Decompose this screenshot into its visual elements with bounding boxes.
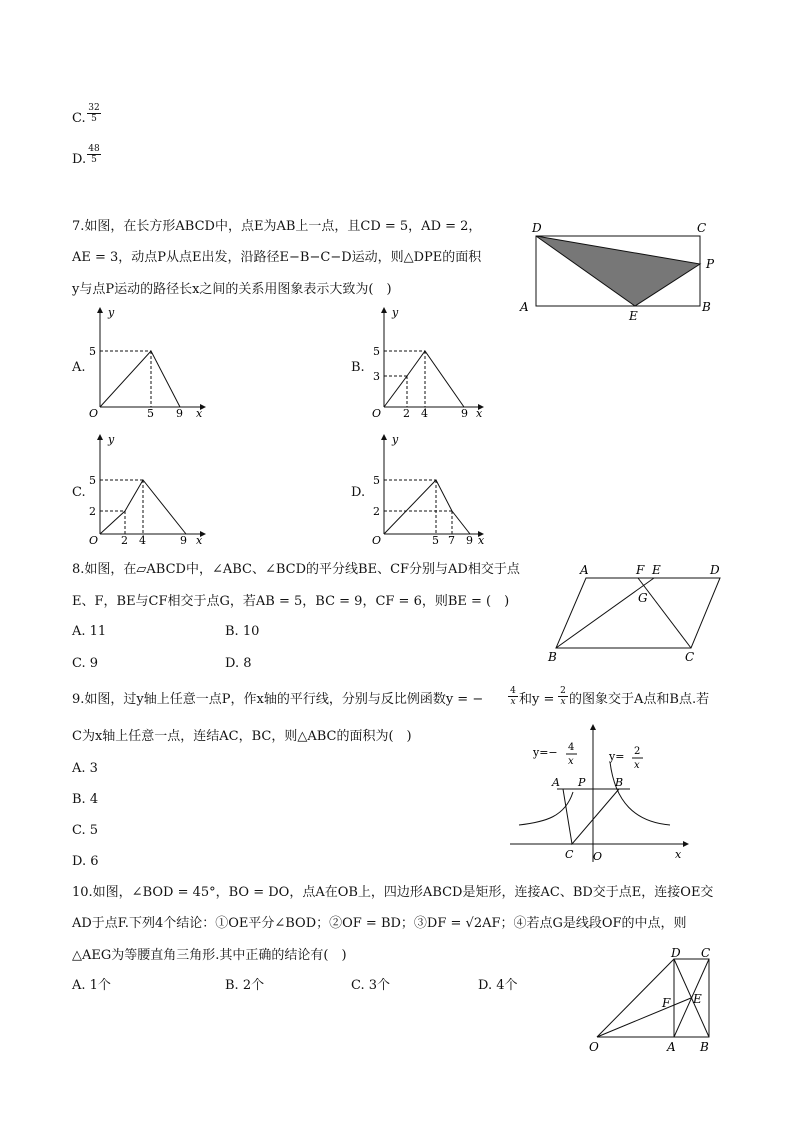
q7b-x-tick-4: 4 xyxy=(421,407,428,420)
q7-option-b-graph xyxy=(366,305,496,425)
q8-parallelogram-figure xyxy=(540,560,740,670)
q7b-y-tick-5: 5 xyxy=(373,345,380,358)
q8-fig-label-g: G xyxy=(638,591,648,605)
q10-fig-label-d: D xyxy=(671,946,681,960)
q9-fig-label-x: x xyxy=(675,848,682,861)
q7b-x-axis-label: x xyxy=(476,407,483,420)
q9-fig-right-fn: y= xyxy=(609,750,625,763)
q10-option-a: A. 1个 xyxy=(72,978,111,993)
q8-fig-label-f: F xyxy=(636,563,645,577)
q9-fig-right-num: 2 xyxy=(634,746,641,757)
q8-stem-line2: E、F，BE与CF相交于点G，若AB = 5，BC = 9，CF = 6，则BE = ( ) xyxy=(72,594,510,609)
q7c-x-tick-2: 2 xyxy=(121,534,128,547)
q8-option-c: C. 9 xyxy=(72,656,99,671)
q9-stem-line1c: 的图象交于A点和B点.若 xyxy=(569,692,710,707)
q6-option-d-numerator: 48 xyxy=(88,144,100,154)
q10-fig-label-b: B xyxy=(700,1040,709,1054)
q7c-y-tick-5: 5 xyxy=(89,474,96,487)
q6-option-c-label: C. xyxy=(72,111,86,126)
q10-stem-line3: △AEG为等腰直角三角形.其中正确的结论有( ) xyxy=(72,948,347,963)
q7-stem-line3: y与点P运动的路径长x之间的关系用图象表示大致为( ) xyxy=(72,282,392,297)
q8-stem-line1: 8.如图，在▱ABCD中，∠ABC、∠BCD的平分线BE、CF分别与AD相交于点 xyxy=(72,562,520,577)
q9-option-c: C. 5 xyxy=(72,823,99,838)
q6-option-d-denominator: 5 xyxy=(91,155,97,165)
q7-rectangle-figure xyxy=(510,218,735,328)
q7-fig-label-p: P xyxy=(706,257,715,271)
q9-fig-label-b: B xyxy=(615,776,624,789)
q9-stem-fraction-1-den: x xyxy=(510,697,516,707)
q7a-x-axis-label: x xyxy=(196,407,203,420)
q10-stem-line2: AD于点F.下列4个结论：①OE平分∠BOD；②OF = BD；③DF = √2AF；④若点G是线段OF的中点，则 xyxy=(72,916,687,931)
q9-stem-line2: C为x轴上任意一点，连结AC，BC，则△ABC的面积为( ) xyxy=(72,729,412,744)
q9-stem-line1b: 和y = xyxy=(519,692,555,707)
q8-fig-label-b: B xyxy=(548,650,557,664)
q7-option-a-label: A. xyxy=(72,360,86,375)
q7b-origin: O xyxy=(372,407,382,420)
q7-option-a-graph xyxy=(88,305,218,425)
q9-fig-label-c: C xyxy=(565,848,574,861)
q7c-origin: O xyxy=(89,534,99,547)
q7-fig-label-a: A xyxy=(520,300,529,314)
q7-option-d-graph xyxy=(366,432,496,552)
q7b-x-tick-9: 9 xyxy=(461,407,468,420)
q8-fig-label-d: D xyxy=(710,563,720,577)
q7a-x-tick-5: 5 xyxy=(147,407,154,420)
q8-option-b: B. 10 xyxy=(225,624,260,639)
q7c-x-axis-label: x xyxy=(196,534,203,547)
q10-option-c: C. 3个 xyxy=(351,978,391,993)
q7-stem-line2: AE = 3，动点P从点E出发，沿路径E−B−C−D运动，则△DPE的面积 xyxy=(72,250,482,265)
q7a-x-tick-9: 9 xyxy=(176,407,183,420)
q6-option-d-label: D. xyxy=(72,152,87,167)
q9-fig-left-num: 4 xyxy=(568,742,575,753)
q9-fig-left-fn: y=− xyxy=(533,746,558,759)
q9-fig-right-den: x xyxy=(634,760,640,771)
q8-fig-label-c: C xyxy=(685,650,695,664)
q8-option-d: D. 8 xyxy=(225,656,252,671)
q9-stem-fraction-1-num: 4 xyxy=(508,686,518,697)
q7-fig-label-c: C xyxy=(697,221,707,235)
q10-fig-label-o: O xyxy=(589,1040,599,1054)
q7a-y-axis-label: y xyxy=(108,306,115,319)
q7a-y-tick-5: 5 xyxy=(89,345,96,358)
q9-stem-line1a: 9.如图，过y轴上任意一点P，作x轴的平行线，分别与反比例函数y = − xyxy=(72,692,484,707)
q7d-x-axis-label: x xyxy=(478,534,485,547)
q7b-x-tick-2: 2 xyxy=(403,407,410,420)
q6-option-d-fraction xyxy=(87,144,101,165)
q7-fig-label-e: E xyxy=(629,309,638,323)
q7-fig-label-b: B xyxy=(702,300,711,314)
q10-fig-label-f: F xyxy=(662,996,671,1010)
q6-option-c-numerator: 32 xyxy=(88,103,100,113)
q6-option-c-fraction xyxy=(87,103,101,124)
q10-stem-line1: 10.如图，∠BOD = 45°，BO = DO，点A在OB上，四边形ABCD是矩形，连接AC、BD交于点E，连接OE交 xyxy=(72,885,714,900)
q7d-x-tick-5: 5 xyxy=(432,534,439,547)
q7b-y-axis-label: y xyxy=(392,306,399,319)
q7a-origin: O xyxy=(89,407,99,420)
q9-option-a: A. 3 xyxy=(72,761,98,776)
q7c-x-tick-9: 9 xyxy=(180,534,187,547)
q7-stem-line1: 7.如图，在长方形ABCD中，点E为AB上一点，且CD = 5，AD = 2， xyxy=(72,219,482,234)
q10-fig-label-c: C xyxy=(701,946,711,960)
q7c-y-tick-2: 2 xyxy=(89,505,96,518)
q7c-x-tick-4: 4 xyxy=(139,534,146,547)
q9-stem-fraction-1 xyxy=(508,686,518,707)
q10-fig-label-a: A xyxy=(667,1040,676,1054)
q10-fig-label-e: E xyxy=(693,992,702,1006)
q7c-y-axis-label: y xyxy=(108,433,115,446)
q9-fig-left-den: x xyxy=(568,756,574,767)
q7-fig-label-d: D xyxy=(532,221,542,235)
q7d-origin: O xyxy=(372,534,382,547)
q10-rectangle-figure xyxy=(585,945,725,1060)
q7-option-c-graph xyxy=(88,432,218,552)
q6-option-c-denominator: 5 xyxy=(91,114,97,124)
q8-fig-label-a: A xyxy=(580,563,589,577)
q9-fig-label-o: O xyxy=(593,850,603,863)
q7d-y-axis-label: y xyxy=(392,433,399,446)
q9-hyperbola-figure xyxy=(505,722,695,867)
q9-stem-fraction-2-den: x xyxy=(560,697,566,707)
q7d-y-tick-2: 2 xyxy=(373,505,380,518)
q7d-x-tick-7: 7 xyxy=(448,534,455,547)
q9-stem-fraction-2-num: 2 xyxy=(558,686,568,697)
q9-option-d: D. 6 xyxy=(72,854,99,869)
q9-fig-label-a: A xyxy=(552,776,560,789)
q8-fig-label-e: E xyxy=(652,563,661,577)
q10-option-d: D. 4个 xyxy=(478,978,518,993)
q9-option-b: B. 4 xyxy=(72,792,99,807)
q9-fig-label-p: P xyxy=(578,776,586,789)
q7-option-c-label: C. xyxy=(72,485,86,500)
q7d-y-tick-5: 5 xyxy=(373,474,380,487)
q10-option-b: B. 2个 xyxy=(225,978,265,993)
q7b-y-tick-3: 3 xyxy=(373,370,380,383)
q8-option-a: A. 11 xyxy=(72,624,107,639)
q9-stem-fraction-2 xyxy=(558,686,568,707)
q7-option-d-label: D. xyxy=(351,485,366,500)
q7d-x-tick-9: 9 xyxy=(466,534,473,547)
q7-option-b-label: B. xyxy=(351,360,365,375)
